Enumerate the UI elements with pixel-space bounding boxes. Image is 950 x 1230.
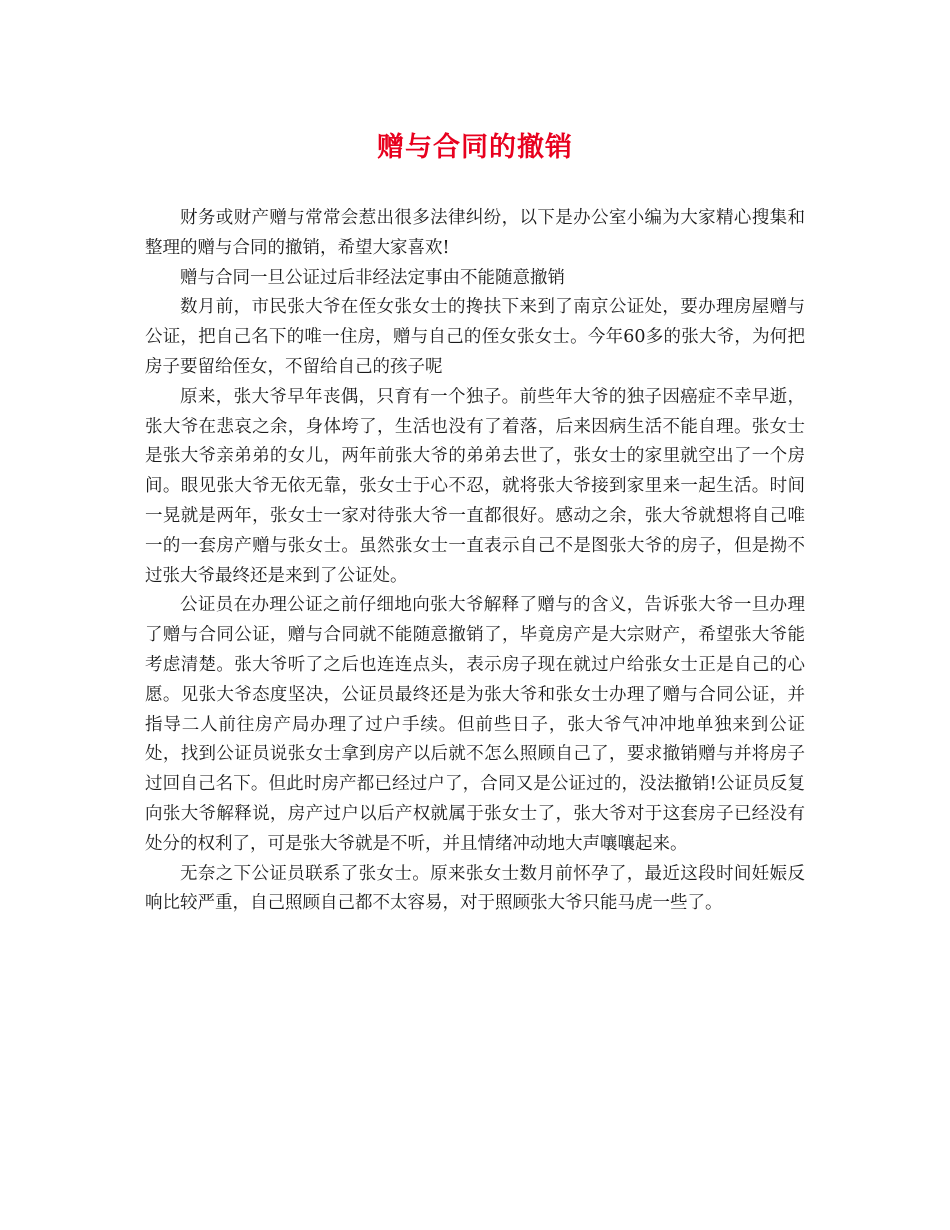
paragraph-family-history: 原来，张大爷早年丧偶，只育有一个独子。前些年大爷的独子因癌症不幸早逝，张大爷在悲哀之余，身体垮了，生活也没有了着落，后来因病生活不能自理。张女士是张大爷亲弟弟的女儿，两年前张大爷的弟弟去世了，张女士的家里就空出了一个房间。眼见张大爷无依无靠，张女士于心不忍，就将张大爷接到家里来一起生活。时间一晃就是两年，张女士一家对待张大爷一直都很好。感动之余，张大爷就想将自己唯一的一套房产赠与张女士。虽然张女士一直表示自己不是图张大爷的房子，但是拗不过张大爷最终还是来到了公证处。 xyxy=(145,386,805,586)
paragraph-contact-niece: 无奈之下公证员联系了张女士。原来张女士数月前怀孕了，最近这段时间妊娠反响比较严重，自己照顾自己都不太容易，对于照顾张大爷只能马虎一些了。 xyxy=(145,863,805,914)
document-title: 赠与合同的撤销 xyxy=(377,132,573,163)
paragraph-subheading: 赠与合同一旦公证过后非经法定事由不能随意撤销 xyxy=(180,267,565,288)
paragraph-case-background: 数月前，市民张大爷在侄女张女士的搀扶下来到了南京公证处，要办理房屋赠与公证，把自己名下的唯一住房，赠与自己的侄女张女士。今年60多的张大爷，为何把房子要留给侄女，不留给自己的孩子呢 xyxy=(145,297,805,377)
paragraph-notary-process: 公证员在办理公证之前仔细地向张大爷解释了赠与的含义，告诉张大爷一旦办理了赠与合同公证，赠与合同就不能随意撤销了，毕竟房产是大宗财产，希望张大爷能考虑清楚。张大爷听了之后也连连点头，表示房子现在就过户给张女士正是自己的心愿。见张大爷态度坚决，公证员最终还是为张大爷和张女士办理了赠与合同公证，并指导二人前往房产局办理了过户手续。但前些日子，张大爷气冲冲地单独来到公证处，找到公证员说张女士拿到房产以后就不怎么照顾自己了，要求撤销赠与并将房子过回自己名下。但此时房产都已经过户了，合同又是公证过的，没法撤销!公证员反复向张大爷解释说，房产过户以后产权就属于张女士了，张大爷对于这套房子已经没有处分的权利了，可是张大爷就是不听，并且情绪冲动地大声嚷嚷起来。 xyxy=(145,595,805,854)
paragraph-intro: 财务或财产赠与常常会惹出很多法律纠纷，以下是办公室小编为大家精心搜集和整理的赠与合同的撤销，希望大家喜欢! xyxy=(145,208,805,258)
document-body xyxy=(145,204,805,919)
